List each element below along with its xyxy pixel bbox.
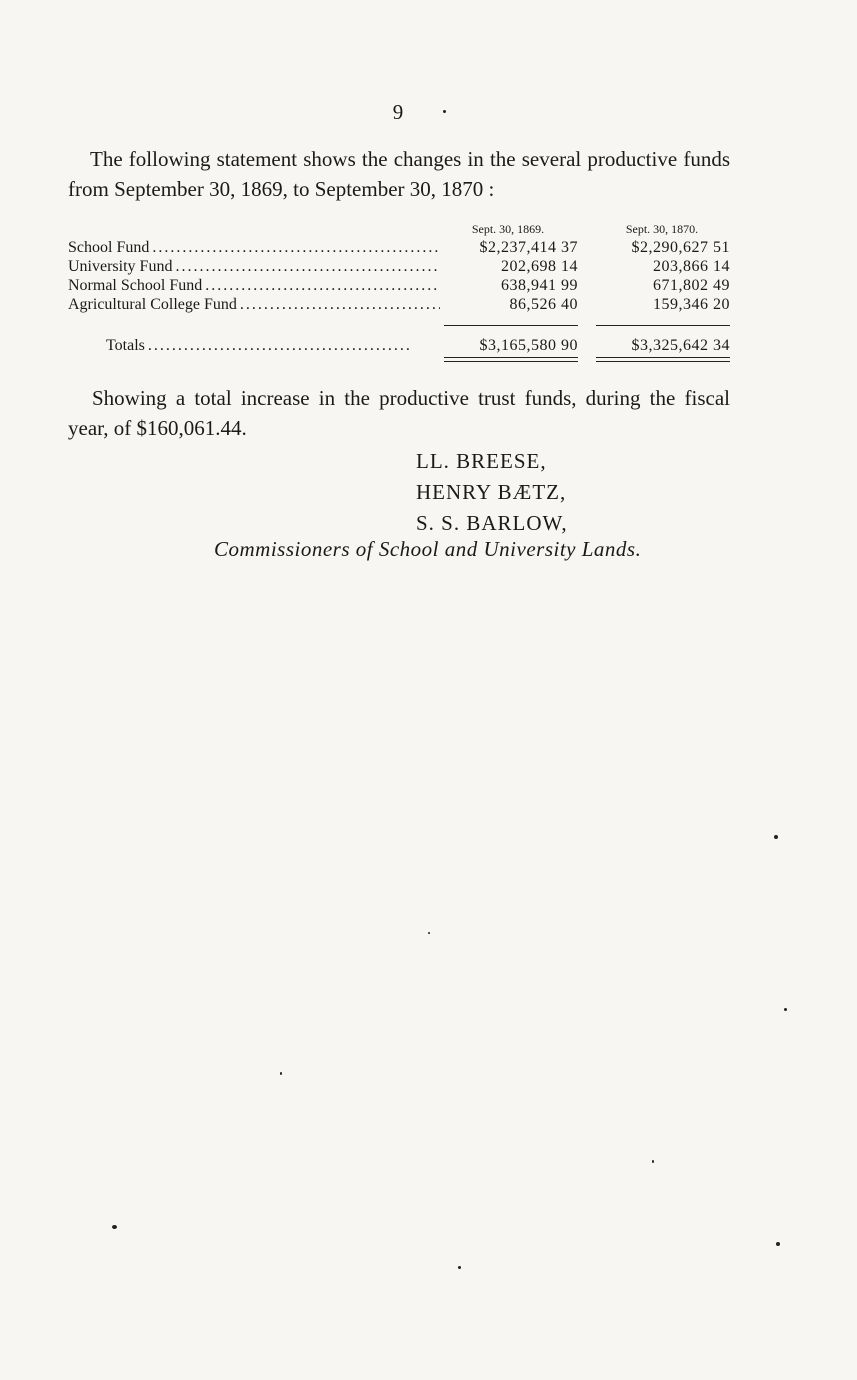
increase-amount: $160,061.44. — [136, 416, 247, 440]
table-header — [68, 220, 732, 238]
scan-speck — [652, 1160, 654, 1163]
signature-barlow: S. S. BARLOW, — [416, 511, 568, 535]
funds-table — [68, 220, 732, 356]
amount-1869: 202,698 14 — [501, 258, 578, 275]
summary-paragraph — [68, 383, 730, 443]
fund-label: Agricultural College Fund . . . — [68, 295, 440, 314]
intro-paragraph: The following statement shows the changes in the several productive funds from September 30, 1869, to September 30, 1870 : — [68, 147, 730, 201]
column-header-1869: Sept. 30, 1869. — [471, 222, 545, 236]
totals-label: Totals . . . — [106, 336, 440, 356]
amount-1870: 159,346 20 — [653, 296, 730, 313]
summary-text: Showing a total increase in the productive trust funds, during the fiscal year, of — [68, 386, 730, 440]
total-1870: $3,325,642 34 — [631, 337, 730, 354]
total-double-rule-1869 — [444, 357, 578, 362]
amount-1870: 671,802 49 — [653, 277, 730, 294]
signature-block — [416, 446, 568, 539]
amount-1869: 638,941 99 — [501, 277, 578, 294]
scan-speck — [443, 110, 446, 113]
total-double-rule-1870 — [596, 357, 730, 362]
signature-baetz: HENRY BÆTZ, — [416, 480, 567, 504]
amount-1869: $2,237,414 37 — [479, 239, 578, 256]
scan-speck — [112, 1225, 117, 1229]
total-1869: $3,165,580 90 — [479, 337, 578, 354]
scan-speck — [784, 1008, 787, 1011]
table-row — [68, 295, 732, 314]
scan-speck — [458, 1266, 461, 1269]
table-row — [68, 238, 732, 257]
scan-speck — [774, 835, 778, 839]
column-header-1870: Sept. 30, 1870. — [625, 222, 699, 236]
table-row — [68, 276, 732, 295]
amount-1869: 86,526 40 — [509, 296, 578, 313]
subtotal-rule-1870 — [596, 325, 730, 326]
subtotal-rule-1869 — [444, 325, 578, 326]
totals-row — [68, 336, 732, 356]
amount-1870: $2,290,627 51 — [631, 239, 730, 256]
scan-speck — [280, 1072, 282, 1075]
fund-label: Normal School Fund . . . — [68, 276, 440, 295]
fund-label: School Fund . . . — [68, 238, 440, 257]
fund-label: University Fund . . . — [68, 257, 440, 276]
scan-speck — [428, 932, 430, 934]
amount-1870: 203,866 14 — [653, 258, 730, 275]
signature-breese: LL. BREESE, — [416, 449, 547, 473]
table-row — [68, 257, 732, 276]
scan-speck — [776, 1242, 780, 1246]
page-number: 9 — [392, 100, 404, 124]
commissioners-title: Commissioners of School and University Lands. — [214, 537, 642, 561]
